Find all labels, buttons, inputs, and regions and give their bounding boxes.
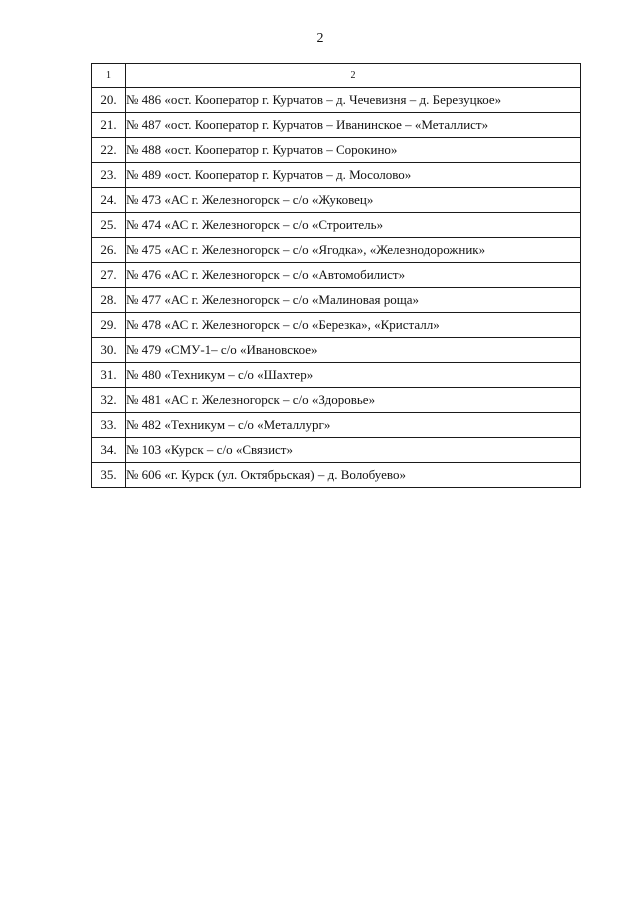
route-name: № 482 «Техникум – с/о «Металлург»: [126, 413, 581, 438]
route-name: № 489 «ост. Кооператор г. Курчатов – д. Мосолово»: [126, 163, 581, 188]
route-name: № 486 «ост. Кооператор г. Курчатов – д. Чечевизня – д. Березуцкое»: [126, 88, 581, 113]
route-name: № 478 «АС г. Железногорск – с/о «Березка», «Кристалл»: [126, 313, 581, 338]
route-name: № 480 «Техникум – с/о «Шахтер»: [126, 363, 581, 388]
row-number: 22.: [92, 138, 126, 163]
route-name: № 481 «АС г. Железногорск – с/о «Здоровье»: [126, 388, 581, 413]
table-row: [92, 388, 581, 413]
table-row: [92, 163, 581, 188]
route-name: № 473 «АС г. Железногорск – с/о «Жуковец»: [126, 188, 581, 213]
row-number: 34.: [92, 438, 126, 463]
page-number: 2: [316, 31, 324, 46]
row-number: 27.: [92, 263, 126, 288]
column-header-route: 2: [126, 64, 581, 88]
table-row: [92, 463, 581, 488]
table-row: [92, 363, 581, 388]
table-row: [92, 113, 581, 138]
row-number: 25.: [92, 213, 126, 238]
route-name: № 479 «СМУ-1– с/о «Ивановское»: [126, 338, 581, 363]
row-number: 31.: [92, 363, 126, 388]
row-number: 29.: [92, 313, 126, 338]
route-name: № 103 «Курск – с/о «Связист»: [126, 438, 581, 463]
table-row: [92, 188, 581, 213]
route-name: № 487 «ост. Кооператор г. Курчатов – Иванинское – «Металлист»: [126, 113, 581, 138]
route-name: № 606 «г. Курск (ул. Октябрьская) – д. Волобуево»: [126, 463, 581, 488]
row-number: 23.: [92, 163, 126, 188]
column-header-number: 1: [92, 64, 126, 88]
table-row: [92, 238, 581, 263]
table-row: [92, 213, 581, 238]
routes-table: [91, 63, 581, 488]
table-row: [92, 288, 581, 313]
table-row: [92, 88, 581, 113]
row-number: 32.: [92, 388, 126, 413]
table-header-row: [92, 64, 581, 88]
route-name: № 474 «АС г. Железногорск – с/о «Строитель»: [126, 213, 581, 238]
table-row: [92, 138, 581, 163]
route-name: № 477 «АС г. Железногорск – с/о «Малиновая роща»: [126, 288, 581, 313]
row-number: 20.: [92, 88, 126, 113]
row-number: 28.: [92, 288, 126, 313]
row-number: 21.: [92, 113, 126, 138]
row-number: 33.: [92, 413, 126, 438]
table-row: [92, 438, 581, 463]
row-number: 24.: [92, 188, 126, 213]
route-name: № 476 «АС г. Железногорск – с/о «Автомобилист»: [126, 263, 581, 288]
table-row: [92, 313, 581, 338]
route-name: № 475 «АС г. Железногорск – с/о «Ягодка», «Железнодорожник»: [126, 238, 581, 263]
row-number: 30.: [92, 338, 126, 363]
row-number: 26.: [92, 238, 126, 263]
table-row: [92, 263, 581, 288]
row-number: 35.: [92, 463, 126, 488]
route-name: № 488 «ост. Кооператор г. Курчатов – Сорокино»: [126, 138, 581, 163]
table-row: [92, 338, 581, 363]
table-row: [92, 413, 581, 438]
